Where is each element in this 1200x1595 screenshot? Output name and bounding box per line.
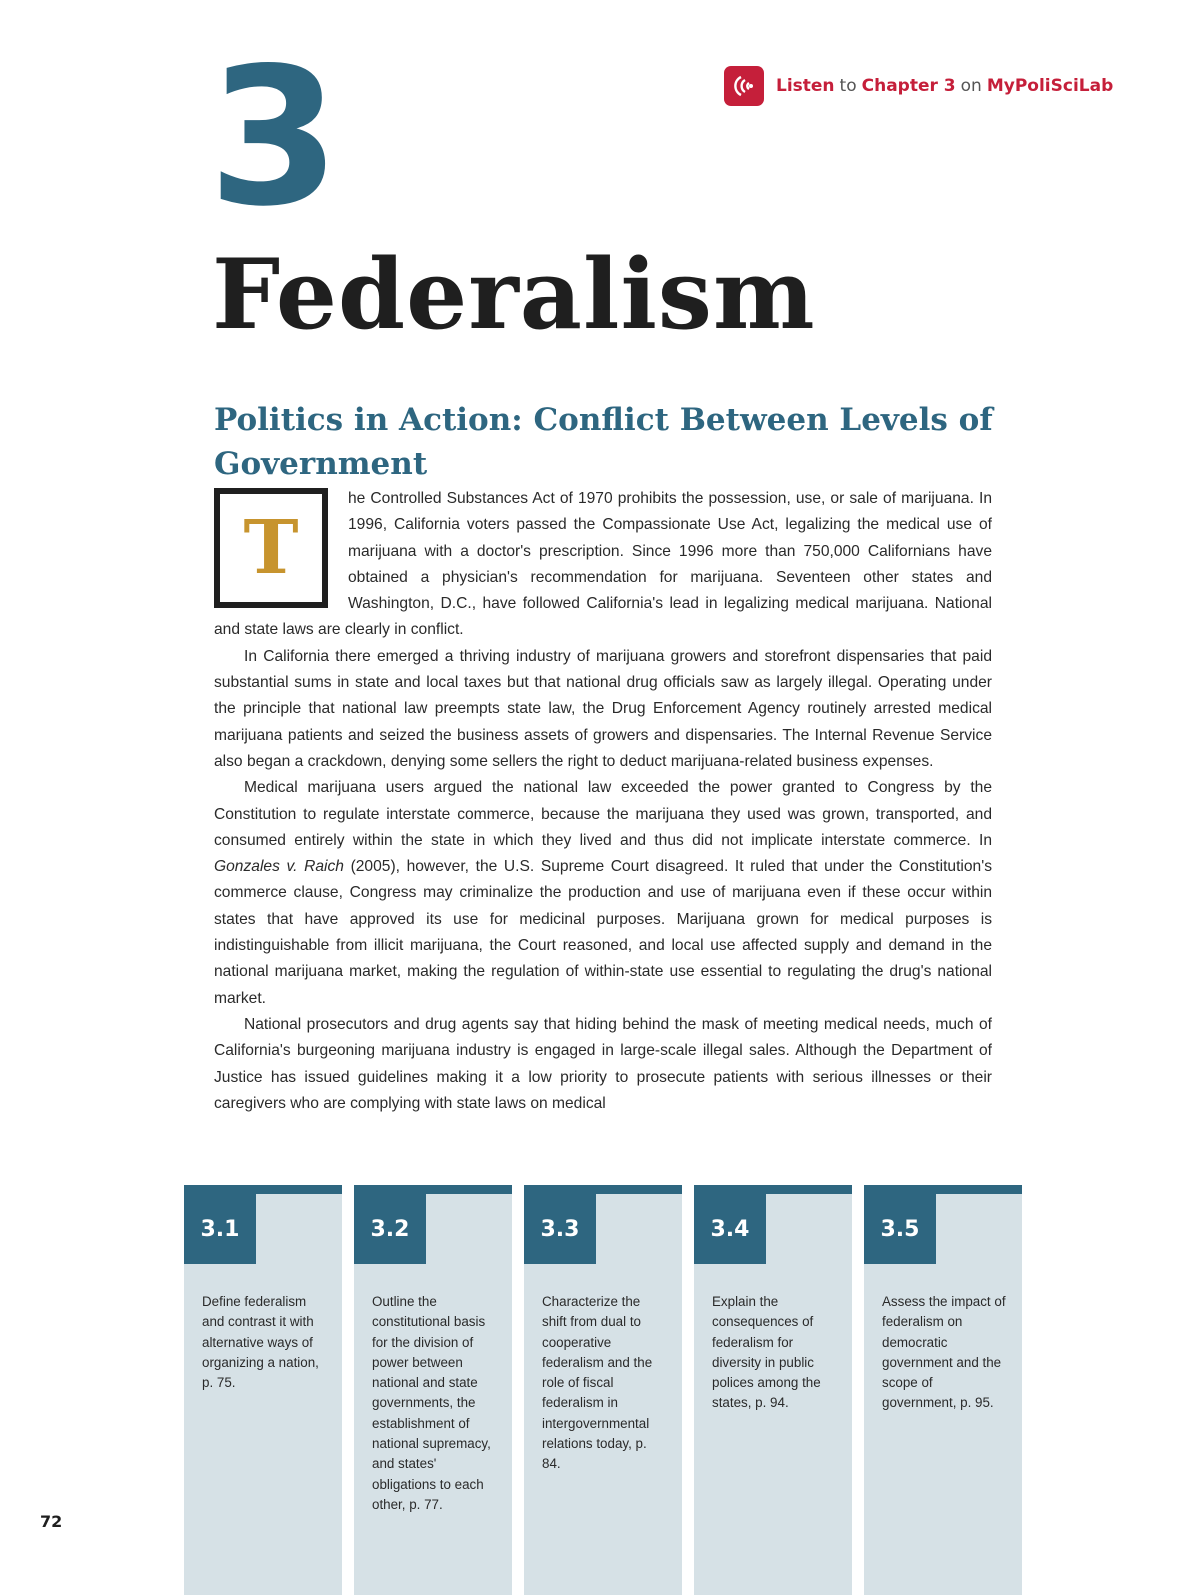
objective-number: 3.3 [524,1194,596,1264]
paragraph-3 [214,775,992,1012]
drop-cap-letter: T [243,505,299,591]
objective-number: 3.4 [694,1194,766,1264]
listen-word: Listen [776,76,835,96]
objective-card [524,1185,682,1595]
objective-text: Outline the constitutional basis for the division of power between national and state governments, the establishment of national supremacy, and states' obligations to each other, p. 77. [372,1294,491,1512]
objective-text: Assess the impact of federalism on democratic government and the scope of government, p. 95. [882,1294,1006,1411]
objective-number: 3.1 [184,1194,256,1264]
paragraph-2: In California there emerged a thriving industry of marijuana growers and storefront dispensaries that paid substantial sums in state and local taxes but that national drug officials saw as largely illegal. Operating under the principle that national law preempts state law, the Drug Enforcement Agency routinely arrested medical marijuana patients and seized the business assets of growers and dispensaries. The Internal Revenue Service also began a crackdown, denying some sellers the right to deduct marijuana-related business expenses. [214,647,992,770]
objective-card [354,1185,512,1595]
chapter-title: Federalism [212,238,816,351]
objective-card [694,1185,852,1595]
chapter-number: 3 [208,27,337,248]
objective-text: Explain the consequences of federalism for diversity in public polices among the states, p. 94. [712,1294,821,1411]
listen-chapter: Chapter 3 [861,76,956,96]
objective-card [184,1185,342,1595]
paragraph-1: he Controlled Substances Act of 1970 prohibits the possession, use, or sale of marijuana. In 1996, California voters passed the Compassionate Use Act, legalizing the medical use of marijuana with a doctor's prescription. Since 1996 more than 750,000 Californians have obtained a physician's recommendation for marijuana. Seventeen other states and Washington, D.C., have followed California's lead in legalizing medical marijuana. National and state laws are clearly in conflict. [214,490,992,639]
listen-link[interactable] [724,66,1113,106]
paragraph-3-rest: (2005), however, the U.S. Supreme Court disagreed. It ruled that under the Constitution's commerce clause, Congress may criminalize the production and use of marijuana even if these occur within states that have approved its use for medicinal purposes. Marijuana grown for medical purposes is indistinguishable from illicit marijuana, the Court reasoned, and local use affected supply and demand in the national marijuana market, making the regulation of within-state use essential to regulating the drug's national market. [214,858,993,1007]
case-name: Gonzales v. Raich [214,858,344,876]
objective-card [864,1185,1022,1595]
page-number: 72 [40,1512,63,1531]
section-heading: Politics in Action: Conflict Between Levels of Government [214,402,993,482]
learning-objectives [184,1185,1024,1595]
objective-number: 3.2 [354,1194,426,1264]
paragraph-4: National prosecutors and drug agents say that hiding behind the mask of meeting medical needs, much of California's burgeoning marijuana industry is engaged in large-scale illegal sales. Although the Department of Justice has issued guidelines making it a low priority to prosecute patients with serious illnesses or their caregivers who are complying with state laws on medical [214,1015,992,1112]
body-text [214,486,992,1117]
audio-speaker-icon [724,66,764,106]
objective-number: 3.5 [864,1194,936,1264]
paragraph-3-start: Medical marijuana users argued the national law exceeded the power granted to Congress by the Constitution to regulate interstate commerce, because the marijuana they used was grown, transported, and consumed entirely within the state in which they lived and thus did not implicate interstate commerce. In [214,779,992,849]
objective-text: Define federalism and contrast it with alternative ways of organizing a nation, p. 75. [202,1294,319,1391]
listen-on-word: on [960,76,982,96]
listen-site: MyPoliSciLab [986,76,1114,96]
listen-to-word: to [839,76,857,96]
objective-text: Characterize the shift from dual to cooperative federalism and the role of fiscal federalism in intergovernmental relations today, p. 84. [542,1294,653,1472]
